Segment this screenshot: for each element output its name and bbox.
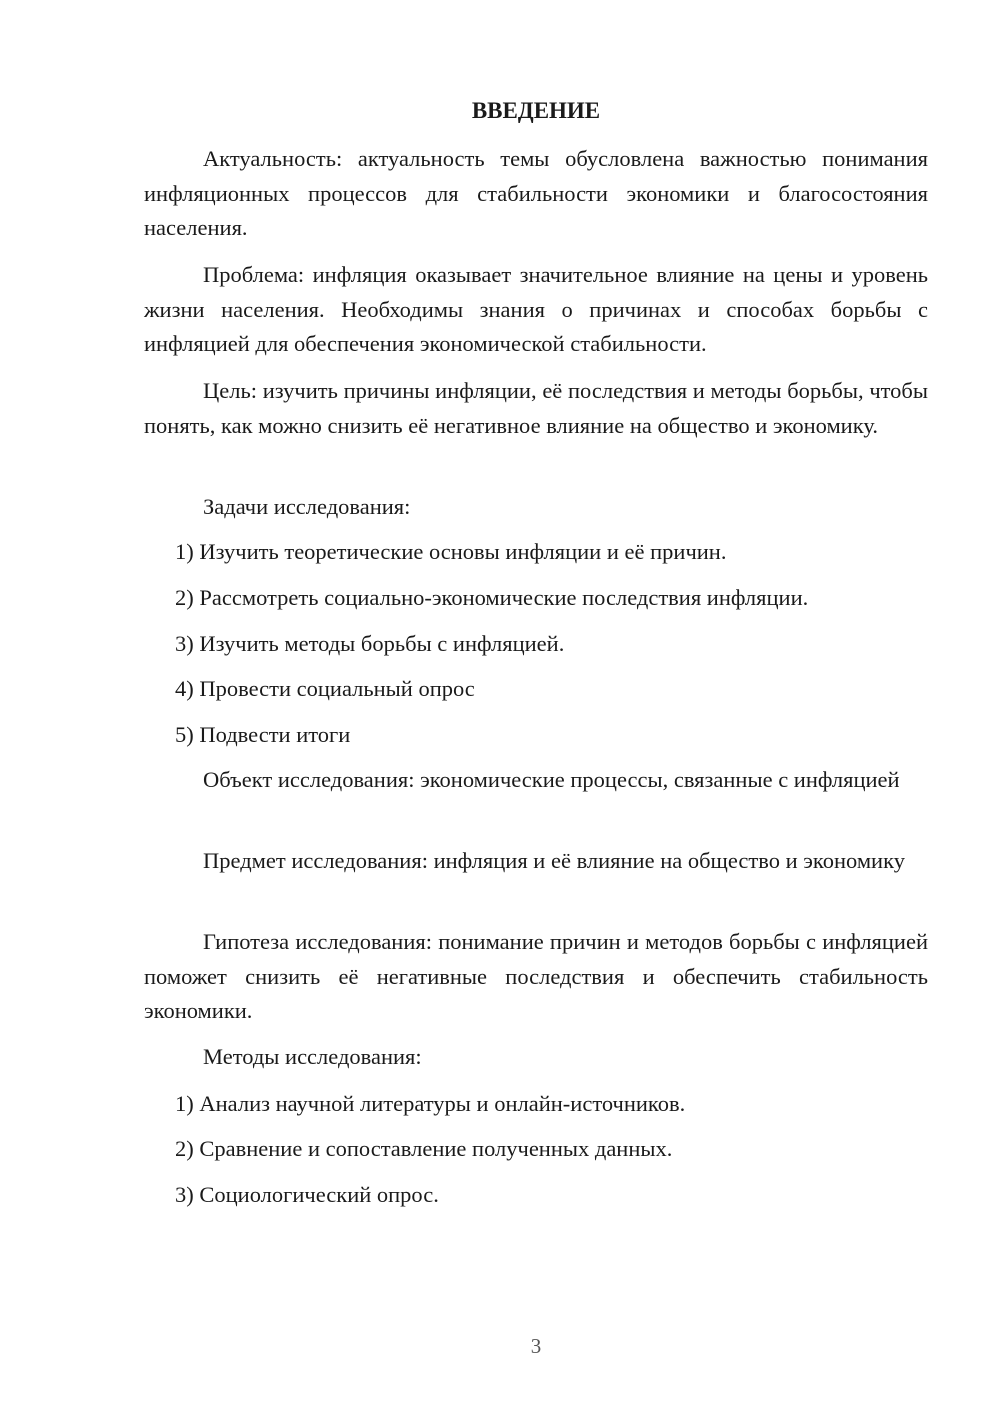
goal-paragraph: Цель: изучить причины инфляции, её последствия и методы борьбы, чтобы понять, как можно снизить её негативное влияние на общество и экономику. — [144, 378, 928, 438]
method-item: 2) Сравнение и сопоставление полученных данных. — [175, 1136, 673, 1161]
page-number: 3 — [530, 1334, 542, 1358]
subject-paragraph: Предмет исследования: инфляция и её влияние на общество и экономику — [203, 848, 905, 873]
tasks-heading: Задачи исследования: — [203, 494, 411, 519]
problem-paragraph: Проблема: инфляция оказывает значительное влияние на цены и уровень жизни населения. Необходимы знания о причинах и способах борьбы с инфляцией для обеспечения экономической стабильности. — [144, 262, 928, 356]
task-item: 5) Подвести итоги — [175, 722, 351, 747]
task-item: 3) Изучить методы борьбы с инфляцией. — [175, 631, 565, 656]
method-item: 3) Социологический опрос. — [175, 1182, 439, 1207]
methods-heading: Методы исследования: — [203, 1044, 422, 1069]
method-item: 1) Анализ научной литературы и онлайн-источников. — [175, 1091, 686, 1116]
page-title: ВВЕДЕНИЕ — [471, 98, 601, 123]
hypothesis-paragraph: Гипотеза исследования: понимание причин и методов борьбы с инфляцией поможет снизить её негативные последствия и обеспечить стабильность экономики. — [144, 929, 928, 1023]
task-item: 4) Провести социальный опрос — [175, 676, 475, 701]
task-item: 1) Изучить теоретические основы инфляции и её причин. — [175, 539, 727, 564]
task-item: 2) Рассмотреть социально-экономические последствия инфляции. — [175, 585, 809, 610]
object-paragraph: Объект исследования: экономические процессы, связанные с инфляцией — [203, 767, 900, 792]
relevance-paragraph: Актуальность: актуальность темы обусловлена важностью понимания инфляционных процессов для стабильности экономики и благосостояния населения. — [144, 146, 928, 240]
